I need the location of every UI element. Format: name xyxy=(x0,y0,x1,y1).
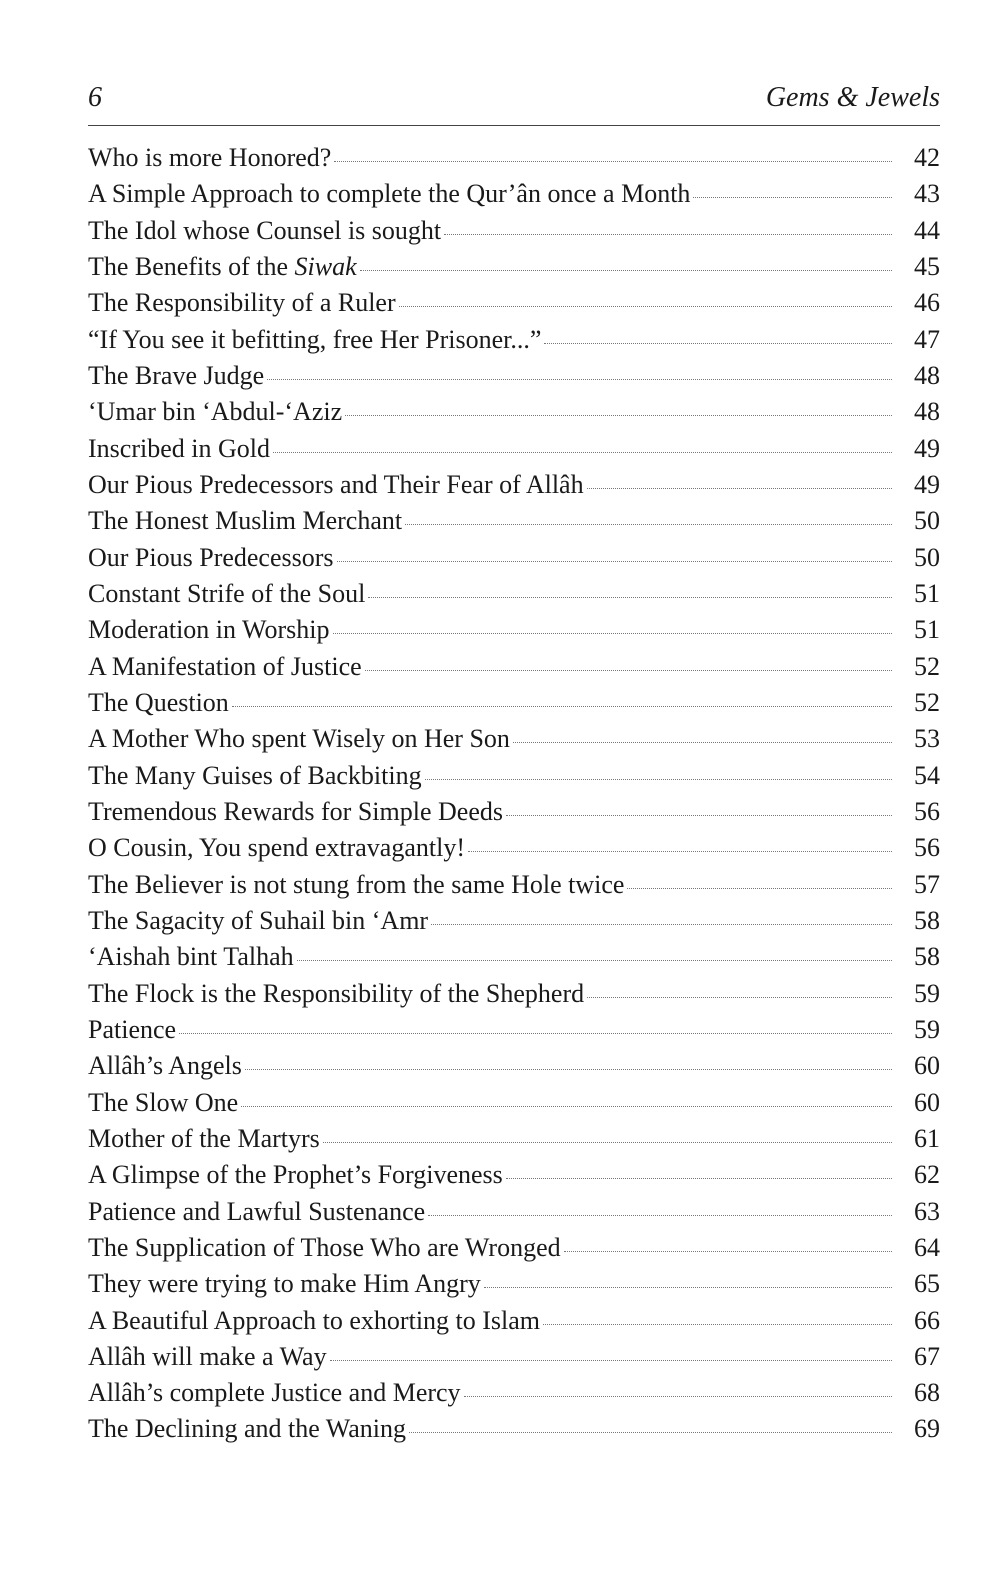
dot-leader xyxy=(464,1396,892,1397)
toc-entry[interactable] xyxy=(88,1303,940,1339)
toc-entry-title-text: The Supplication of Those Who are Wronged xyxy=(88,1232,561,1262)
toc-entry-page: 67 xyxy=(914,1341,940,1371)
toc-entry-title xyxy=(88,503,402,539)
toc-entry-page: 50 xyxy=(914,542,940,572)
dot-leader xyxy=(333,633,892,634)
toc-entry-title xyxy=(88,394,342,430)
toc-entry-title xyxy=(88,1375,461,1411)
toc-entry-title xyxy=(88,649,362,685)
toc-entry-title-text: Inscribed in Gold xyxy=(88,433,270,463)
dot-leader xyxy=(337,561,892,562)
dot-leader xyxy=(627,888,892,889)
toc-entry-title xyxy=(88,1012,176,1048)
toc-entry[interactable] xyxy=(88,394,940,430)
toc-entry-page: 63 xyxy=(914,1196,940,1226)
header-rule xyxy=(88,125,940,126)
toc-entry-title-text: Allâh will make a Way xyxy=(88,1341,327,1371)
toc-entry[interactable] xyxy=(88,176,940,212)
toc-entry-title-text: Allâh’s complete Justice and Mercy xyxy=(88,1378,461,1408)
toc-entry-page: 61 xyxy=(914,1123,940,1153)
toc-entry-title-text: “If You see it befitting, free Her Prisoner...” xyxy=(88,324,542,354)
toc-entry[interactable] xyxy=(88,576,940,612)
dot-leader xyxy=(297,960,892,961)
toc-entry-title xyxy=(88,721,510,757)
dot-leader xyxy=(334,161,892,162)
toc-entry-title-text: A Simple Approach to complete the Qur’ân once a Month xyxy=(88,179,691,209)
dot-leader xyxy=(345,415,892,416)
toc-entry-title xyxy=(88,1303,540,1339)
toc-entry-title xyxy=(88,939,294,975)
dot-leader xyxy=(468,851,892,852)
toc-entry-title xyxy=(88,1266,481,1302)
toc-entry-page: 68 xyxy=(914,1378,940,1408)
toc-entry-page: 53 xyxy=(914,724,940,754)
toc-entry-title-text: Our Pious Predecessors xyxy=(88,542,334,572)
toc-entry-title-text: They were trying to make Him Angry xyxy=(88,1269,481,1299)
toc-entry-page: 47 xyxy=(914,324,940,354)
dot-leader xyxy=(564,1251,892,1252)
toc-entry-page: 44 xyxy=(914,215,940,245)
toc-entry[interactable] xyxy=(88,249,940,285)
toc-entry-page: 43 xyxy=(914,179,940,209)
toc-entry-title xyxy=(88,1048,242,1084)
dot-leader xyxy=(360,270,892,271)
dot-leader xyxy=(431,924,892,925)
toc-entry-page: 56 xyxy=(914,796,940,826)
toc-entry-page: 65 xyxy=(914,1269,940,1299)
toc-entry[interactable] xyxy=(88,1012,940,1048)
toc-entry-title xyxy=(88,867,624,903)
dot-leader xyxy=(513,742,892,743)
toc-entry-title-text: The Brave Judge xyxy=(88,360,265,390)
toc-entry[interactable] xyxy=(88,649,940,685)
dot-leader xyxy=(506,1178,892,1179)
running-header-title: Gems & Jewels xyxy=(765,82,940,113)
toc-entry-title-text: The Question xyxy=(88,687,229,717)
dot-leader xyxy=(409,1432,892,1433)
toc-entry-title-text: Patience and Lawful Sustenance xyxy=(88,1196,426,1226)
toc-entry-title xyxy=(88,576,365,612)
toc-entry-title-text: A Mother Who spent Wisely on Her Son xyxy=(88,724,510,754)
toc-entry-title xyxy=(88,213,441,249)
toc-entry[interactable] xyxy=(88,1266,940,1302)
toc-entry-title-text: The Slow One xyxy=(88,1087,239,1117)
dot-leader xyxy=(365,670,892,671)
toc-entry[interactable] xyxy=(88,612,940,648)
dot-leader xyxy=(368,597,892,598)
toc-entry-title-text: ‘Aishah bint Talhah xyxy=(88,942,294,972)
toc-entry-title-text: The Declining and the Waning xyxy=(88,1414,407,1444)
toc-entry-page: 59 xyxy=(914,1014,940,1044)
toc-entry[interactable] xyxy=(88,830,940,866)
toc-entry[interactable] xyxy=(88,140,940,176)
toc-entry-title-text: Constant Strife of the Soul xyxy=(88,578,366,608)
toc-entry-title-text: A Beautiful Approach to exhorting to Islam xyxy=(88,1305,541,1335)
toc-entry[interactable] xyxy=(88,867,940,903)
toc-entry-page: 62 xyxy=(914,1160,940,1190)
dot-leader xyxy=(273,452,892,453)
toc-entry-title xyxy=(88,431,270,467)
toc-entry-title xyxy=(88,612,330,648)
toc-entry[interactable] xyxy=(88,285,940,321)
toc-entry[interactable] xyxy=(88,1375,940,1411)
toc-entry-page: 50 xyxy=(914,506,940,536)
toc-entry[interactable] xyxy=(88,213,940,249)
toc-entry-page: 54 xyxy=(914,760,940,790)
toc-entry-title xyxy=(88,467,584,503)
toc-entry[interactable] xyxy=(88,1121,940,1157)
dot-leader xyxy=(241,1106,892,1107)
toc-entry-title xyxy=(88,1339,327,1375)
toc-entry-page: 66 xyxy=(914,1305,940,1335)
toc-entry-page: 64 xyxy=(914,1232,940,1262)
dot-leader xyxy=(232,706,892,707)
toc-entry-title xyxy=(88,1121,320,1157)
toc-entry-title-text: The Many Guises of Backbiting xyxy=(88,760,422,790)
toc-entry-page: 48 xyxy=(914,397,940,427)
toc-entry-title xyxy=(88,140,331,176)
toc-entry-title xyxy=(88,976,584,1012)
toc-entry[interactable] xyxy=(88,976,940,1012)
toc-entry-page: 58 xyxy=(914,905,940,935)
toc-entry-title-text: The Responsibility of a Ruler xyxy=(88,288,396,318)
toc-entry[interactable] xyxy=(88,721,940,757)
toc-entry-title-text: Moderation in Worship xyxy=(88,615,330,645)
toc-entry-title xyxy=(88,1194,425,1230)
toc-entry-title-text: A Manifestation of Justice xyxy=(88,651,362,681)
dot-leader xyxy=(425,779,892,780)
toc-entry-title xyxy=(88,685,229,721)
toc-entry-page: 49 xyxy=(914,433,940,463)
toc-entry-title xyxy=(88,322,541,358)
toc-entry[interactable] xyxy=(88,1194,940,1230)
toc-entry-title xyxy=(88,540,334,576)
toc-entry-title-text: The Benefits of the xyxy=(88,251,295,281)
toc-entry-page: 52 xyxy=(914,687,940,717)
dot-leader xyxy=(506,815,892,816)
toc-entry-page: 56 xyxy=(914,833,940,863)
page-number: 6 xyxy=(88,82,102,113)
toc-entry[interactable] xyxy=(88,1048,940,1084)
toc-entry-title xyxy=(88,176,690,212)
toc-entry-page: 60 xyxy=(914,1087,940,1117)
dot-leader xyxy=(330,1360,892,1361)
toc-entry-title-text: Tremendous Rewards for Simple Deeds xyxy=(88,796,503,826)
toc-entry[interactable] xyxy=(88,794,940,830)
toc-entry[interactable] xyxy=(88,431,940,467)
toc-entry-title-text: The Flock is the Responsibility of the Shepherd xyxy=(88,978,585,1008)
toc-entry-title-text: Our Pious Predecessors and Their Fear of Allâh xyxy=(88,469,584,499)
toc-entry-title-text: Who is more Honored? xyxy=(88,143,332,172)
toc-entry[interactable] xyxy=(88,358,940,394)
dot-leader xyxy=(544,343,892,344)
toc-entry[interactable] xyxy=(88,540,940,576)
toc-entry[interactable] xyxy=(88,1230,940,1266)
dot-leader xyxy=(267,379,892,380)
toc-entry[interactable] xyxy=(88,503,940,539)
toc-entry-title xyxy=(88,249,357,285)
toc-entry-title-text: O Cousin, You spend extravagantly! xyxy=(88,833,465,863)
dot-leader xyxy=(587,997,892,998)
toc-entry-page: 46 xyxy=(914,288,940,318)
toc-entry[interactable] xyxy=(88,685,940,721)
toc-entry-page: 60 xyxy=(914,1051,940,1081)
toc-entry[interactable] xyxy=(88,322,940,358)
dot-leader xyxy=(543,1324,892,1325)
toc-entry-title xyxy=(88,903,428,939)
toc-entry[interactable] xyxy=(88,903,940,939)
toc-entry[interactable] xyxy=(88,1411,940,1447)
dot-leader xyxy=(693,197,892,198)
dot-leader xyxy=(444,234,892,235)
toc-entry[interactable] xyxy=(88,1339,940,1375)
toc-entry-title-text: Allâh’s Angels xyxy=(88,1051,242,1081)
toc-entry[interactable] xyxy=(88,467,940,503)
toc-entry-page: 69 xyxy=(914,1414,940,1444)
toc-entry-title xyxy=(88,1230,561,1266)
toc-entry-page: 51 xyxy=(914,578,940,608)
toc-entry-title-text: ‘Umar bin ‘Abdul-‘Aziz xyxy=(88,397,343,427)
toc-entry-title-text: The Honest Muslim Merchant xyxy=(88,506,403,536)
toc-entry-title xyxy=(88,830,465,866)
toc-entry-title xyxy=(88,285,396,321)
toc-entry-title xyxy=(88,358,264,394)
toc-entry-title xyxy=(88,1157,503,1193)
toc-entry-page: 51 xyxy=(914,615,940,645)
toc-entry-page: 45 xyxy=(914,251,940,281)
toc-entry-title-text: The Believer is not stung from the same Hole twice xyxy=(88,869,625,899)
toc-entry[interactable] xyxy=(88,1085,940,1121)
dot-leader xyxy=(587,488,892,489)
toc-entry-page: 59 xyxy=(914,978,940,1008)
toc-entry-page: 57 xyxy=(914,869,940,899)
toc-entry-title xyxy=(88,794,503,830)
toc-entry[interactable] xyxy=(88,939,940,975)
toc-entry-title-italic: Siwak xyxy=(294,251,357,281)
dot-leader xyxy=(245,1069,892,1070)
dot-leader xyxy=(179,1033,892,1034)
dot-leader xyxy=(399,306,892,307)
toc-entry[interactable] xyxy=(88,1157,940,1193)
table-of-contents xyxy=(88,140,940,1448)
toc-entry-page: 48 xyxy=(914,360,940,390)
toc-entry-title-text: Mother of the Martyrs xyxy=(88,1123,320,1153)
toc-entry-page: 49 xyxy=(914,469,940,499)
dot-leader xyxy=(323,1142,892,1143)
toc-entry-page: 52 xyxy=(914,651,940,681)
toc-entry-title xyxy=(88,1411,406,1447)
toc-entry-title-text: The Sagacity of Suhail bin ‘Amr xyxy=(88,905,429,935)
toc-entry-title-text: A Glimpse of the Prophet’s Forgiveness xyxy=(88,1160,503,1190)
toc-entry-page: 42 xyxy=(914,143,940,172)
toc-entry-page: 58 xyxy=(914,942,940,972)
toc-entry-title-text: Patience xyxy=(88,1014,177,1044)
toc-entry-title xyxy=(88,758,422,794)
dot-leader xyxy=(405,524,892,525)
dot-leader xyxy=(428,1215,892,1216)
toc-entry-title xyxy=(88,1085,238,1121)
toc-entry-title-text: The Idol whose Counsel is sought xyxy=(88,215,442,245)
dot-leader xyxy=(484,1287,892,1288)
toc-entry[interactable] xyxy=(88,758,940,794)
